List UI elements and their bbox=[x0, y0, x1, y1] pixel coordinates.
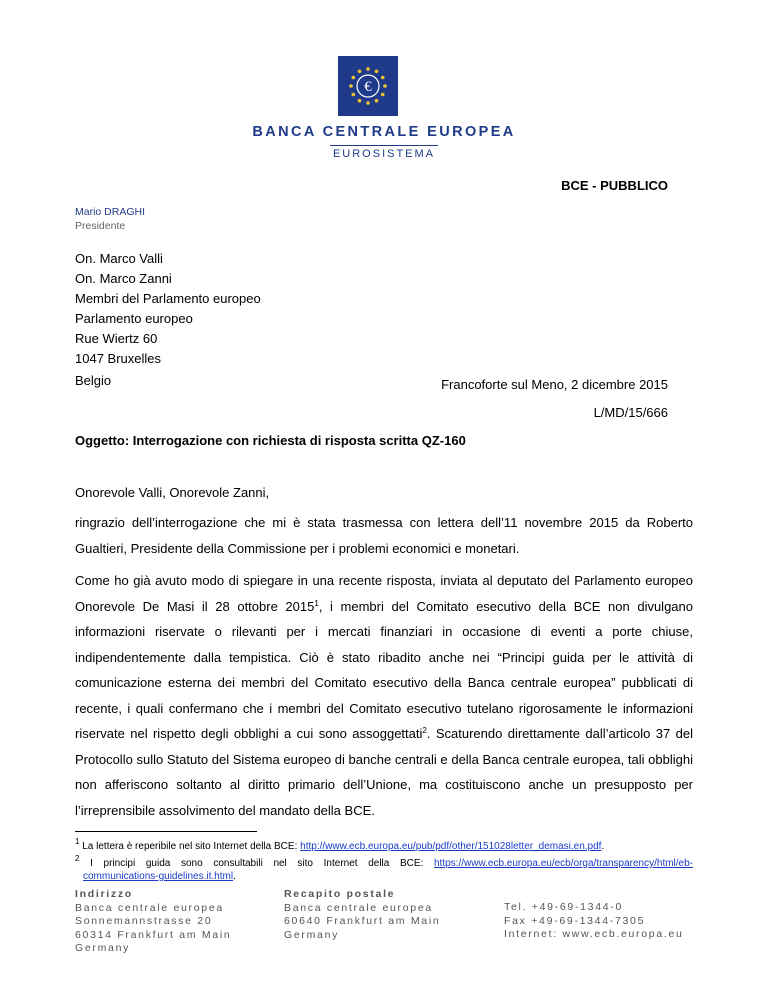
footnote-divider bbox=[75, 831, 257, 832]
footnote-text: . bbox=[601, 841, 605, 852]
footnote-number: 2 bbox=[75, 854, 80, 863]
footer-line: Tel. +49-69-1344-0 bbox=[504, 901, 624, 913]
text-line: indipendentemente dalla tempistica. Ciò è stato ribadito anche nei “Principi guida per le attività di bbox=[75, 649, 693, 665]
recipient-line: On. Marco Zanni bbox=[75, 271, 172, 286]
recipient-line: Rue Wiertz 60 bbox=[75, 331, 158, 346]
text-line: recente, i quali confermano che i membri del Comitato esecutivo tutelano rigorosamente le informazioni bbox=[75, 700, 693, 716]
footnote-ref: 1 bbox=[314, 598, 319, 608]
footer-line: Banca centrale europea bbox=[284, 901, 433, 914]
footnote-ref: 2 bbox=[422, 726, 427, 735]
footnote-link[interactable]: https://www.ecb.europa.eu/ecb/orga/transparency/html/eb- bbox=[433, 858, 694, 869]
footnote-link[interactable]: http://www.ecb.europa.eu/pub/pdf/other/151028letter_demasi.en.pdf bbox=[300, 841, 602, 852]
text-line: non afferiscono soltanto al diritto primario dell’Unione, ma costituiscono anche un presupposto per bbox=[75, 777, 693, 792]
sender-name: Mario DRAGHI bbox=[75, 206, 146, 218]
euro-stars-icon bbox=[338, 56, 398, 116]
footnote-text: I principi guida sono consultabili nel sito Internet della BCE: bbox=[90, 858, 424, 869]
footnote-1 bbox=[75, 837, 693, 853]
text-line: l’irreprensibile assolvimento del mandato della BCE. bbox=[75, 802, 375, 818]
salutation: Onorevole Valli, Onorevole Zanni, bbox=[75, 485, 270, 500]
recipient-line: 1047 Bruxelles bbox=[75, 351, 161, 366]
org-name: BANCA CENTRALE EUROPEA bbox=[252, 124, 516, 140]
footnote-text: La lettera è reperibile nel sito Internet della BCE: bbox=[82, 841, 298, 852]
footer-address bbox=[75, 888, 231, 956]
text-line: Gualtieri, Presidente della Commissione per i problemi economici e monetari. bbox=[75, 540, 520, 556]
text-line: Come ho già avuto modo di spiegare in una recente risposta, inviata al deputato del Parlamento europeo bbox=[75, 573, 693, 588]
paragraph-1 bbox=[75, 510, 693, 561]
text-fragment: Onorevole De Masi il 28 ottobre 2015 bbox=[75, 598, 315, 614]
text-line bbox=[75, 594, 693, 620]
footnote-text: . bbox=[233, 871, 236, 882]
text-fragment: , i membri del Comitato esecutivo della BCE non divulgano bbox=[318, 598, 693, 614]
footer-heading: Indirizzo bbox=[75, 888, 133, 900]
footer-line: 60640 Frankfurt am Main bbox=[284, 915, 441, 927]
footer-line: Fax +49-69-1344-7305 bbox=[504, 914, 646, 927]
text-line: ringrazio dell’interrogazione che mi è stata trasmessa con lettera dell’11 novembre 2015 da Roberto bbox=[75, 515, 693, 530]
text-line: Protocollo sullo Statuto del Sistema europeo di banche centrali e della Banca centrale europea, tali obblighi bbox=[75, 751, 693, 767]
place-date: Francoforte sul Meno, 2 dicembre 2015 bbox=[441, 377, 668, 392]
text-line: comunicazione esterna dei membri del Comitato esecutivo della Banca centrale europea” pubblicati di bbox=[75, 675, 693, 690]
footer-line: Germany bbox=[75, 942, 131, 954]
footer-line: Internet: www.ecb.europa.eu bbox=[504, 928, 684, 940]
text-line bbox=[75, 870, 693, 883]
text-fragment: . Scaturendo direttamente dall’articolo 37 del bbox=[426, 726, 693, 741]
recipient-line: Belgio bbox=[75, 373, 112, 388]
footnote-number: 1 bbox=[75, 837, 80, 846]
paragraph-2 bbox=[75, 568, 693, 823]
footer-line: Banca centrale europea bbox=[75, 901, 224, 914]
recipient-line: Parlamento europeo bbox=[75, 311, 193, 326]
recipient-line: On. Marco Valli bbox=[75, 251, 163, 266]
text-line: informazioni riservate o rilevanti per i mercati finanziari in occasione di eventi a porte chiuse, bbox=[75, 624, 693, 639]
sender-role: Presidente bbox=[75, 220, 126, 232]
footnote-link[interactable]: communications-guidelines.it.html bbox=[83, 871, 234, 882]
logo-divider bbox=[330, 145, 438, 146]
ecb-logo bbox=[240, 56, 528, 160]
text-fragment: riservate nel rispetto degli obblighi a cui sono assoggettati bbox=[75, 726, 423, 741]
recipient-line: Membri del Parlamento europeo bbox=[75, 291, 261, 306]
footer-line: Germany bbox=[284, 928, 340, 941]
svg-text:€: € bbox=[364, 79, 372, 95]
reference-number: L/MD/15/666 bbox=[593, 405, 668, 420]
footer-line: Sonnemannstrasse 20 bbox=[75, 915, 213, 927]
text-line bbox=[75, 854, 694, 870]
footer-postal bbox=[284, 888, 440, 942]
footer-line: 60314 Frankfurt am Main bbox=[75, 928, 232, 941]
footnote-2 bbox=[75, 854, 694, 883]
text-line bbox=[75, 721, 693, 747]
classification-label: BCE - PUBBLICO bbox=[561, 178, 668, 193]
org-subtitle: EUROSISTEMA bbox=[332, 148, 436, 160]
letter-subject: Oggetto: Interrogazione con richiesta di risposta scritta QZ-160 bbox=[75, 433, 466, 448]
footer-contact bbox=[504, 901, 684, 942]
footer-heading: Recapito postale bbox=[284, 888, 396, 900]
